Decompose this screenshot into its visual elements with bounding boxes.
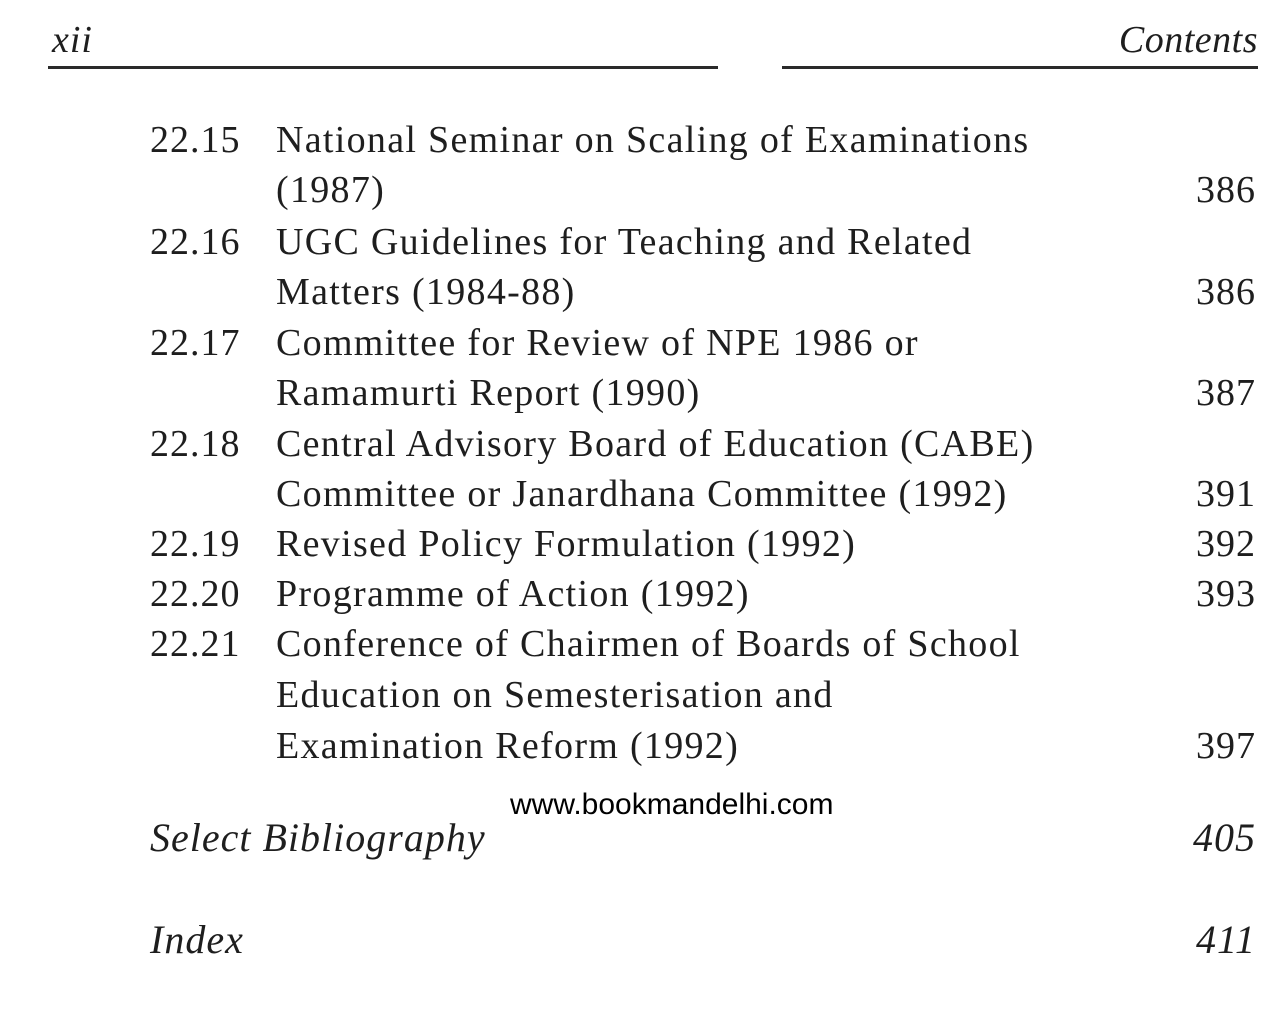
back-matter-page: 405	[1193, 815, 1256, 860]
header-rule-left	[48, 66, 718, 69]
toc-entry-number: 22.18	[150, 423, 241, 465]
toc-entry-title-line: UGC Guidelines for Teaching and Related	[276, 221, 973, 263]
toc-entry-number: 22.21	[150, 623, 241, 665]
toc-entry-title-line: Committee or Janardhana Committee (1992)	[276, 473, 1008, 515]
back-matter-page: 411	[1195, 917, 1256, 962]
toc-entry-title-line: Matters (1984-88)	[276, 271, 576, 313]
back-matter-label: Index	[150, 917, 244, 962]
toc-entry-page: 386	[1196, 169, 1256, 211]
toc-entry-number: 22.19	[150, 523, 241, 565]
header-rule-right	[782, 66, 1258, 69]
toc-entry-title-line: Ramamurti Report (1990)	[276, 372, 701, 414]
page-number: xii	[52, 19, 93, 61]
toc-entry-number: 22.17	[150, 322, 241, 364]
toc-entry-title-line: National Seminar on Scaling of Examinations	[276, 119, 1030, 161]
toc-entry-number: 22.15	[150, 119, 241, 161]
back-matter-label: Select Bibliography	[150, 815, 486, 860]
toc-entry-page: 392	[1196, 523, 1256, 565]
toc-entry-page: 393	[1196, 573, 1256, 615]
toc-entry-title-line: Central Advisory Board of Education (CABE)	[276, 423, 1035, 465]
toc-entry-title-line: Examination Reform (1992)	[276, 725, 740, 767]
toc-entry-title-line: Education on Semesterisation and	[276, 674, 834, 716]
toc-entry-page: 386	[1196, 271, 1256, 313]
toc-entry-number: 22.20	[150, 573, 241, 615]
toc-entry-title-line: Conference of Chairmen of Boards of School	[276, 623, 1021, 665]
toc-entry-number: 22.16	[150, 221, 241, 263]
toc-entry-page: 387	[1196, 372, 1256, 414]
toc-entry-title-line: (1987)	[276, 169, 386, 211]
watermark-url: www.bookmandelhi.com	[510, 788, 834, 821]
toc-entry-title-line: Committee for Review of NPE 1986 or	[276, 322, 919, 364]
running-title: Contents	[1118, 19, 1258, 61]
toc-entry-title-line: Programme of Action (1992)	[276, 573, 750, 615]
toc-entry-title-line: Revised Policy Formulation (1992)	[276, 523, 857, 565]
toc-entry-page: 391	[1196, 473, 1256, 515]
toc-entry-page: 397	[1196, 725, 1256, 767]
